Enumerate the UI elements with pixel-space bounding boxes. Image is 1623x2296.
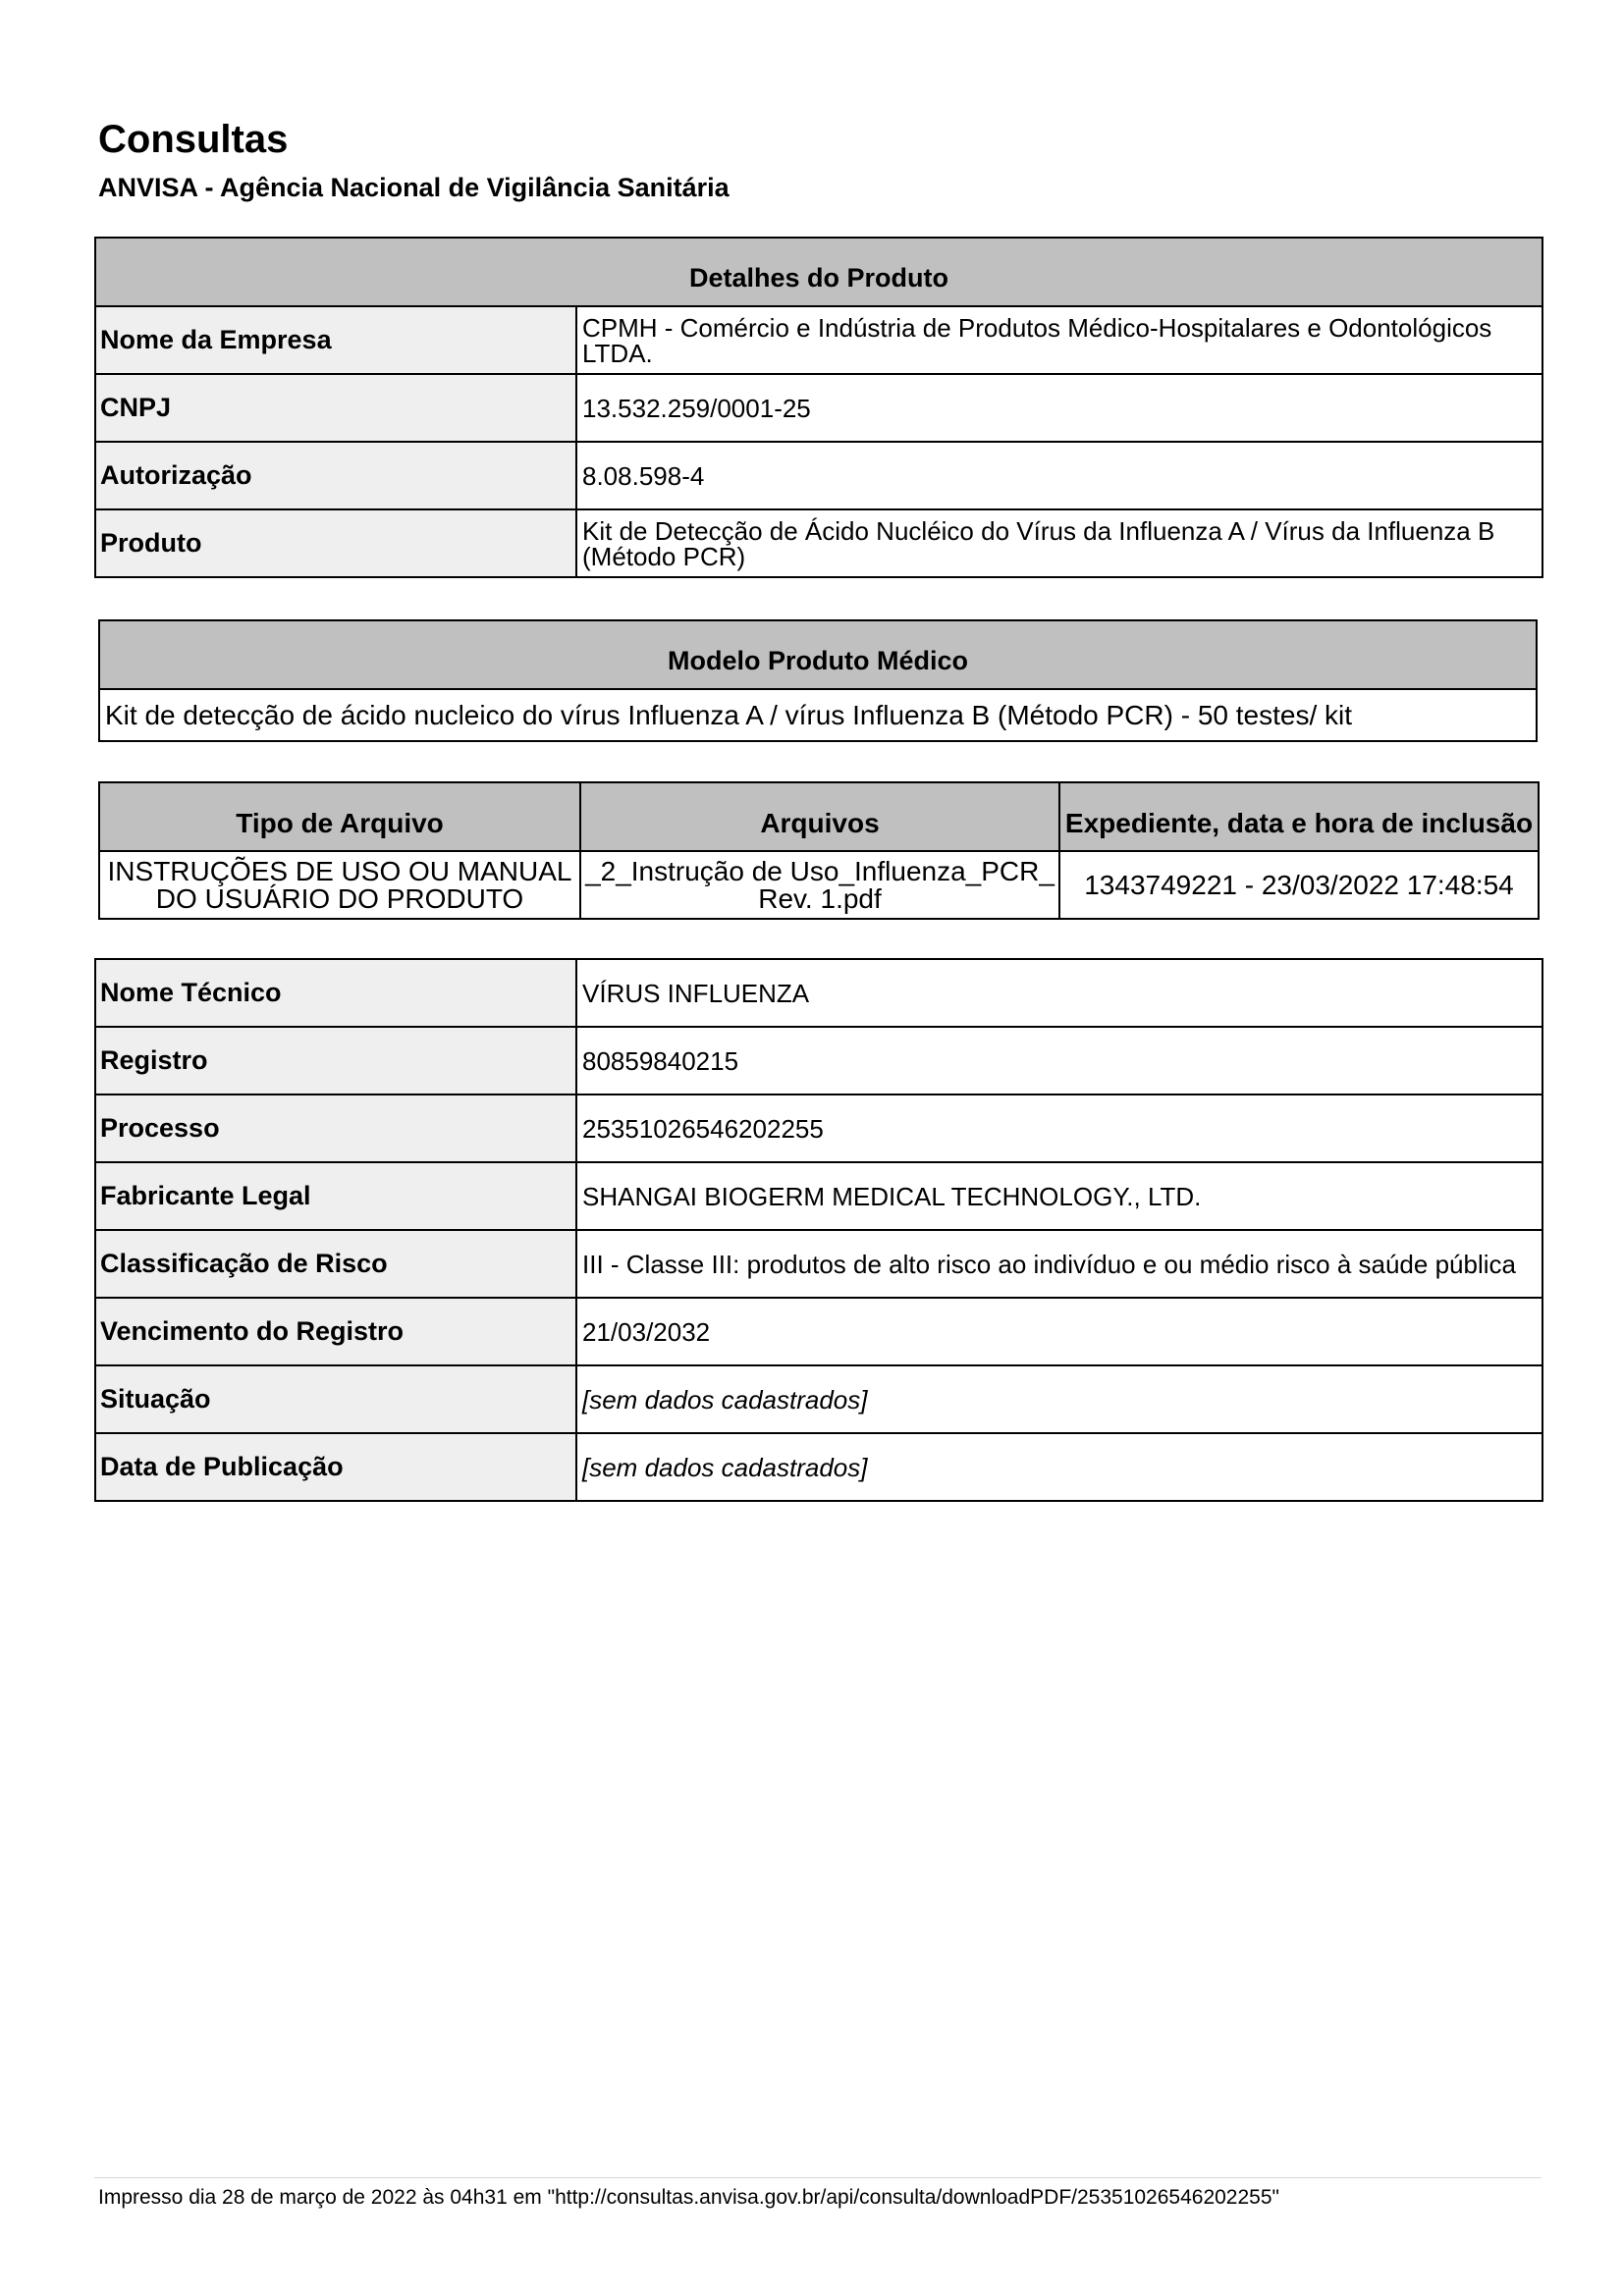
file-type-cell: INSTRUÇÕES DE USO OU MANUAL DO USUÁRIO DO PRODUTO: [99, 851, 580, 919]
status-label: Situação: [95, 1365, 576, 1433]
status-value: [sem dados cadastrados]: [576, 1365, 1542, 1433]
cnpj-value: 13.532.259/0001-25: [576, 374, 1542, 442]
risk-class-value: III - Classe III: produtos de alto risco ao indivíduo e ou médio risco à saúde pública: [576, 1230, 1542, 1298]
model-value: Kit de detecção de ácido nucleico do vírus Influenza A / vírus Influenza B (Método PCR) - 50 testes/ kit: [99, 689, 1537, 741]
file-name-cell[interactable]: _2_Instrução de Uso_Influenza_PCR_ Rev. 1.pdf: [580, 851, 1059, 919]
files-table: [98, 781, 1540, 920]
product-details-heading: Detalhes do Produto: [95, 238, 1542, 306]
company-name-value: CPMH - Comércio e Indústria de Produtos Médico-Hospitalares e Odontológicos LTDA.: [576, 306, 1542, 374]
table-row: [95, 374, 1542, 442]
page-subtitle: ANVISA - Agência Nacional de Vigilância Sanitária: [98, 173, 730, 202]
table-row: [99, 689, 1537, 741]
technical-name-label: Nome Técnico: [95, 959, 576, 1027]
company-name-label: Nome da Empresa: [95, 306, 576, 374]
footer-divider: [94, 2177, 1542, 2178]
table-row: [95, 1433, 1542, 1501]
table-row: [95, 306, 1542, 374]
model-heading: Modelo Produto Médico: [99, 620, 1537, 689]
table-row: [95, 1162, 1542, 1230]
table-row: [95, 509, 1542, 577]
table-row: [99, 851, 1539, 919]
publication-date-value: [sem dados cadastrados]: [576, 1433, 1542, 1501]
medical-product-model-table: [98, 619, 1538, 742]
risk-class-label: Classificação de Risco: [95, 1230, 576, 1298]
table-row: [95, 1230, 1542, 1298]
registration-value: 80859840215: [576, 1027, 1542, 1095]
table-row: [95, 442, 1542, 509]
table-row: [95, 1298, 1542, 1365]
expedient-cell: 1343749221 - 23/03/2022 17:48:54: [1059, 851, 1539, 919]
registration-expiry-label: Vencimento do Registro: [95, 1298, 576, 1365]
table-row: [95, 1365, 1542, 1433]
legal-manufacturer-label: Fabricante Legal: [95, 1162, 576, 1230]
authorization-label: Autorização: [95, 442, 576, 509]
print-footer: Impresso dia 28 de março de 2022 às 04h31 em "http://consultas.anvisa.gov.br/api/consulta/downloadPDF/25351026546202255": [98, 2186, 1279, 2209]
legal-manufacturer-value: SHANGAI BIOGERM MEDICAL TECHNOLOGY., LTD.: [576, 1162, 1542, 1230]
product-details-table: [94, 237, 1543, 578]
process-value: 25351026546202255: [576, 1095, 1542, 1162]
table-row: [95, 1095, 1542, 1162]
product-label: Produto: [95, 509, 576, 577]
column-header-expedient: Expediente, data e hora de inclusão: [1059, 782, 1539, 851]
authorization-value: 8.08.598-4: [576, 442, 1542, 509]
page-title: Consultas: [98, 118, 289, 161]
table-row: [95, 959, 1542, 1027]
registration-expiry-value: 21/03/2032: [576, 1298, 1542, 1365]
technical-name-value: VÍRUS INFLUENZA: [576, 959, 1542, 1027]
product-value: Kit de Detecção de Ácido Nucléico do Vírus da Influenza A / Vírus da Influenza B (Método PCR): [576, 509, 1542, 577]
publication-date-label: Data de Publicação: [95, 1433, 576, 1501]
registration-table: [94, 958, 1543, 1502]
column-header-file-type: Tipo de Arquivo: [99, 782, 580, 851]
cnpj-label: CNPJ: [95, 374, 576, 442]
column-header-files: Arquivos: [580, 782, 1059, 851]
table-row: [95, 1027, 1542, 1095]
process-label: Processo: [95, 1095, 576, 1162]
registration-label: Registro: [95, 1027, 576, 1095]
